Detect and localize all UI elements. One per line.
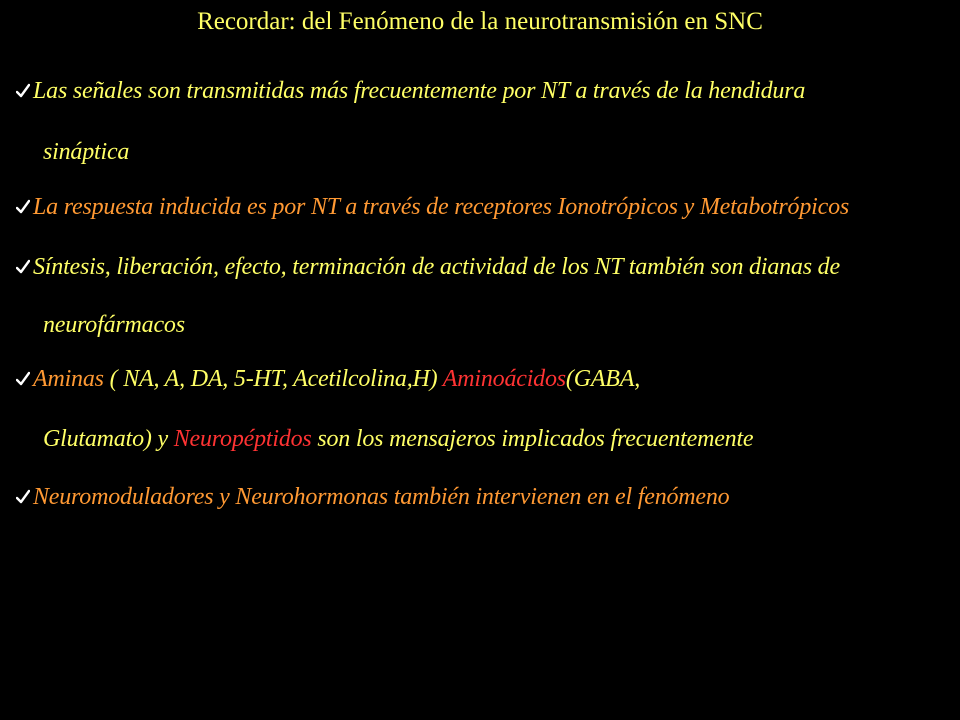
checkmark-icon bbox=[16, 259, 30, 275]
aminas-list: ( NA, A, DA, 5-HT, Acetilcolina,H) bbox=[103, 366, 443, 392]
bullet-3-continuation: neurofármacos bbox=[43, 312, 185, 338]
checkmark-icon bbox=[16, 199, 30, 215]
slide-title: Recordar: del Fenómeno de la neurotransmisión en SNC bbox=[197, 8, 763, 35]
neuropeptidos-term: Neuropéptidos bbox=[173, 426, 312, 452]
bullet-1-text: Las señales son transmitidas más frecuentemente por NT a través de la hendidura bbox=[33, 78, 806, 104]
bullet-5 bbox=[16, 484, 729, 511]
checkmark-icon bbox=[16, 489, 30, 505]
bullet-3-text: Síntesis, liberación, efecto, terminación de actividad de los NT también son dianas de bbox=[33, 254, 840, 280]
aminas-term: Aminas bbox=[33, 366, 104, 392]
aminoacidos-term: Aminoácidos bbox=[442, 366, 566, 392]
bullet-2-text: La respuesta inducida es por NT a través de receptores Ionotrópicos y Metabotrópicos bbox=[33, 194, 850, 220]
checkmark-icon bbox=[16, 83, 30, 99]
bullet-3 bbox=[16, 254, 840, 281]
bullet-4-continuation bbox=[43, 426, 753, 453]
bullet-1 bbox=[16, 78, 805, 105]
checkmark-icon bbox=[16, 371, 30, 387]
bullet-4 bbox=[16, 366, 640, 393]
bullet-2 bbox=[16, 194, 849, 221]
bullet-1-continuation: sináptica bbox=[43, 139, 130, 165]
aminoacidos-list: (GABA, bbox=[565, 366, 641, 392]
glutamato-text: Glutamato) y bbox=[43, 426, 174, 452]
bullet-5-text: Neuromoduladores y Neurohormonas también intervienen en el fenómeno bbox=[33, 484, 730, 510]
mensajeros-text: son los mensajeros implicados frecuentemente bbox=[311, 426, 754, 452]
